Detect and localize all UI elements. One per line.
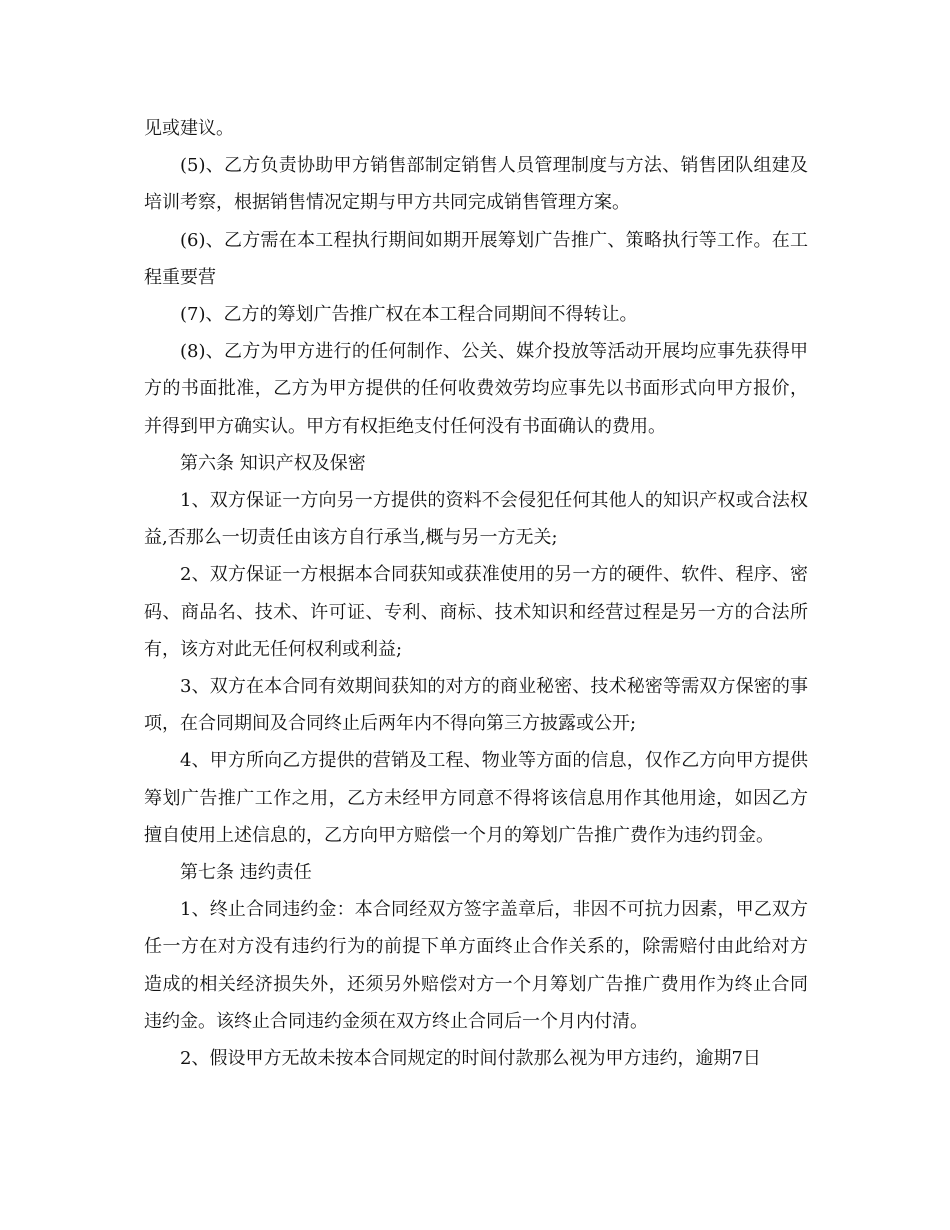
paragraph-ip-1: 1、双方保证一方向另一方提供的资料不会侵犯任何其他人的知识产权或合法权益,否那么一切责任由该方自行承当,概与另一方无关; xyxy=(144,490,808,549)
paragraph-ip-4: 4、甲方所向乙方提供的营销及工程、物业等方面的信息，仅作乙方向甲方提供筹划广告推广工作之用，乙方未经甲方同意不得将该信息用作其他用途，如因乙方擅自使用上述信息的，乙方向甲方赔偿一个月的筹划广告推广费作为违约罚金。 xyxy=(144,750,808,846)
section-heading-article-6: 第六条 知识产权及保密 xyxy=(180,452,366,474)
paragraph-liability-1: 1、终止合同违约金：本合同经双方签字盖章后，非因不可抗力因素，甲乙双方任一方在对方没有违约行为的前提下单方面终止合作关系的，除需赔付由此给对方造成的相关经济损失外，还须另外赔偿对方一个月筹划广告推广费用作为终止合同违约金。该终止合同违约金须在双方终止合同后一个月内付清。 xyxy=(144,899,808,1032)
paragraph-continuation: 见或建议。 xyxy=(144,118,234,139)
paragraph-clause-8: (8)、乙方为甲方进行的任何制作、公关、媒介投放等活动开展均应事先获得甲方的书面批准，乙方为甲方提供的任何收费效劳均应事先以书面形式向甲方报价，并得到甲方确实认。甲方有权拒绝支付任何没有书面确认的费用。 xyxy=(144,341,808,437)
paragraph-clause-6: (6)、乙方需在本工程执行期间如期开展筹划广告推广、策略执行等工作。在工程重要营 xyxy=(144,229,808,288)
paragraph-clause-5: (5)、乙方负责协助甲方销售部制定销售人员管理制度与方法、销售团队组建及培训考察，根据销售情况定期与甲方共同完成销售管理方案。 xyxy=(144,155,808,214)
paragraph-ip-2: 2、双方保证一方根据本合同获知或获准使用的另一方的硬件、软件、程序、密码、商品名、技术、许可证、专利、商标、技术知识和经营过程是另一方的合法所有，该方对此无任何权利或利益; xyxy=(144,564,808,660)
paragraph-ip-3: 3、双方在本合同有效期间获知的对方的商业秘密、技术秘密等需双方保密的事项，在合同期间及合同终止后两年内不得向第三方披露或公开; xyxy=(144,676,808,735)
paragraph-clause-7: (7)、乙方的筹划广告推广权在本工程合同期间不得转让。 xyxy=(180,304,638,326)
section-heading-article-7: 第七条 违约责任 xyxy=(180,862,312,884)
paragraph-liability-2: 2、假设甲方无故未按本合同规定的时间付款那么视为甲方违约，逾期7日 xyxy=(180,1048,761,1070)
document-body xyxy=(144,110,808,1077)
